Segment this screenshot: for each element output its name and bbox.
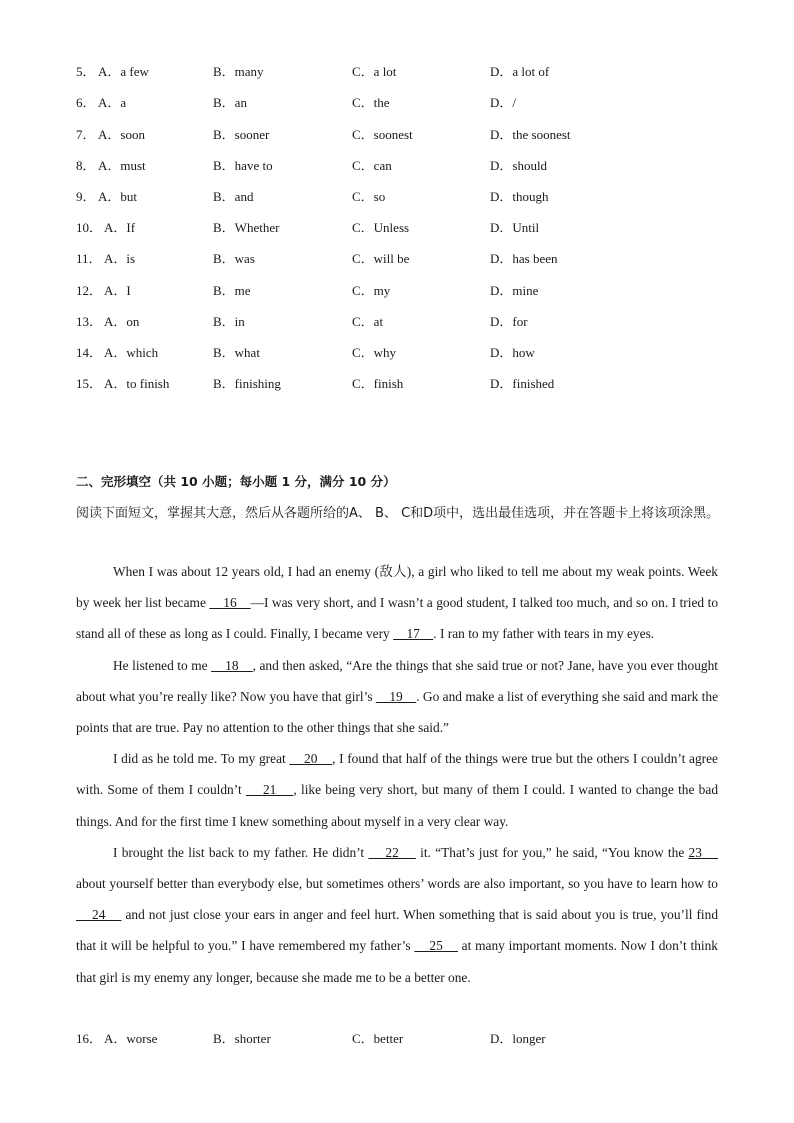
passage-text: —I was very short, and I wasn’t a good student, I talked too much, and so on. I tried to stand all of these as long as I could. Finally, I became very: [76, 595, 719, 642]
blank-20: 20: [304, 751, 318, 767]
passage-text: , I found that half of the things were true but the others I couldn’t agree with. Some of them I couldn’t: [76, 751, 719, 798]
option-a: A．but: [98, 189, 138, 204]
question-row: [76, 125, 726, 145]
passage-text: about yourself better than everybody else, but sometimes others’ words are also important, so you have to learn how to: [76, 876, 718, 892]
passage-paragraph: [76, 556, 718, 650]
option-a: A．a few: [98, 64, 149, 79]
passage-text: He listened to me: [113, 657, 212, 673]
option-a: A．is: [104, 251, 136, 266]
option-c: C．at: [352, 314, 384, 329]
question-number: 15．: [76, 376, 103, 391]
option-d: D．for: [490, 314, 528, 329]
option-c: C．a lot: [352, 64, 397, 79]
blank-19: 19: [389, 688, 403, 704]
option-b: B．have to: [213, 158, 273, 173]
question-number: 10．: [76, 220, 103, 235]
question-number: 12．: [76, 283, 103, 298]
option-a: A．If: [104, 220, 136, 235]
blank-21: 21: [262, 782, 277, 798]
question-number: 11．: [76, 251, 102, 266]
passage-paragraph: [76, 743, 718, 837]
section-instructions: 阅读下面短文，掌握其大意，然后从各题所给的A、 B、 C和D项中，选出最佳选项，并在答题卡上将该项涂黑。: [76, 506, 720, 521]
question-number: 7．: [76, 127, 96, 142]
option-c: C．the: [352, 95, 390, 110]
blank-17: 17: [406, 626, 420, 642]
option-b: B．was: [213, 251, 255, 266]
option-c: C．Unless: [352, 220, 410, 235]
option-a: A．must: [98, 158, 146, 173]
option-c: C．will be: [352, 251, 410, 266]
question-row: [76, 312, 726, 332]
question-row: [76, 187, 726, 207]
question-number: 5．: [76, 64, 96, 79]
option-b: B．finishing: [213, 376, 281, 391]
option-a: A．to finish: [104, 376, 170, 391]
option-b: B．sooner: [213, 127, 270, 142]
question-number: 8．: [76, 158, 96, 173]
option-d: D．though: [490, 189, 549, 204]
blank-24: 24: [92, 907, 106, 923]
passage-text: at many important moments. Now I don’t think that girl is my enemy any longer, because she made me to be a better one.: [76, 938, 719, 985]
option-b: B．Whether: [213, 220, 280, 235]
question-number: 13．: [76, 314, 103, 329]
passage-text: I brought the list back to my father. He didn’t: [113, 844, 369, 860]
option-a: A．on: [104, 314, 140, 329]
option-d: D．the soonest: [490, 127, 571, 142]
option-c: C．my: [352, 283, 391, 298]
option-a: A．worse: [104, 1031, 158, 1046]
option-d: D．should: [490, 158, 548, 173]
question-row: [76, 343, 726, 363]
option-d: D．finished: [490, 376, 555, 391]
question-number: 9．: [76, 189, 96, 204]
question-row: [76, 281, 726, 301]
option-b: B．many: [213, 64, 264, 79]
question-row: [76, 1029, 726, 1049]
passage-text: . Go and make a list of everything she said and mark the points that are true. Pay no attention to the other things that she said.”: [76, 688, 719, 736]
option-d: D．a lot of: [490, 64, 550, 79]
option-b: B．what: [213, 345, 260, 360]
passage-text: When I was about 12 years old, I had an enemy (敌人), a girl who liked to tell me about my weak points. Week by week her list became: [76, 564, 718, 611]
option-c: C．better: [352, 1031, 404, 1046]
option-b: B．and: [213, 189, 254, 204]
option-d: D．Until: [490, 220, 540, 235]
passage-paragraph: [76, 650, 718, 744]
blank-18: 18: [225, 657, 239, 673]
section-title: 二、完形填空（共 10 小题；每小题 1 分，满分 10 分）: [76, 474, 396, 489]
option-b: B．me: [213, 283, 251, 298]
blank-16: 16: [223, 595, 237, 611]
question-number: 14．: [76, 345, 103, 360]
question-number: 16．: [76, 1031, 103, 1046]
question-row: [76, 218, 726, 238]
option-d: D．mine: [490, 283, 539, 298]
passage-paragraph: [76, 837, 718, 993]
passage-text: I did as he told me. To my great: [113, 751, 290, 767]
option-b: B．an: [213, 95, 247, 110]
passage-text: , like being very short, but many of them I could. I wanted to change the bad things. And for the first time I knew something about myself in a very clear way.: [76, 782, 719, 829]
option-c: C．so: [352, 189, 386, 204]
passage-text: and not just close your ears in anger and feel hurt. When something that is said about you is true, you’ll find that it will be helpful to you.” I have remembered my father’s: [76, 907, 719, 954]
question-row: [76, 62, 726, 82]
option-d: D．/: [490, 95, 517, 110]
option-a: A．soon: [98, 127, 145, 142]
question-row: [76, 156, 726, 176]
option-c: C．soonest: [352, 127, 413, 142]
passage-text: . I ran to my father with tears in my eyes.: [433, 626, 655, 642]
passage-text: , and then asked, “Are the things that she said true or not? Jane, have you ever thought about what you’re really like? Now you have that girl’s: [76, 657, 719, 704]
option-a: A．which: [104, 345, 159, 360]
question-row: [76, 249, 726, 269]
cloze-passage: [76, 556, 718, 993]
blank-22: 22: [385, 844, 399, 860]
option-b: B．in: [213, 314, 245, 329]
option-c: C．finish: [352, 376, 404, 391]
option-c: C．why: [352, 345, 397, 360]
question-number: 6．: [76, 95, 96, 110]
option-a: A．I: [104, 283, 131, 298]
passage-text: it. “That’s just for you,” he said, “You know the: [415, 844, 689, 860]
option-a: A．a: [98, 95, 127, 110]
question-row: [76, 374, 726, 394]
option-b: B．shorter: [213, 1031, 271, 1046]
question-row: [76, 93, 726, 113]
option-c: C．can: [352, 158, 392, 173]
option-d: D．longer: [490, 1031, 546, 1046]
blank-23: 23: [688, 844, 702, 860]
option-d: D．has been: [490, 251, 558, 266]
blank-25: 25: [429, 938, 443, 954]
option-d: D．how: [490, 345, 535, 360]
